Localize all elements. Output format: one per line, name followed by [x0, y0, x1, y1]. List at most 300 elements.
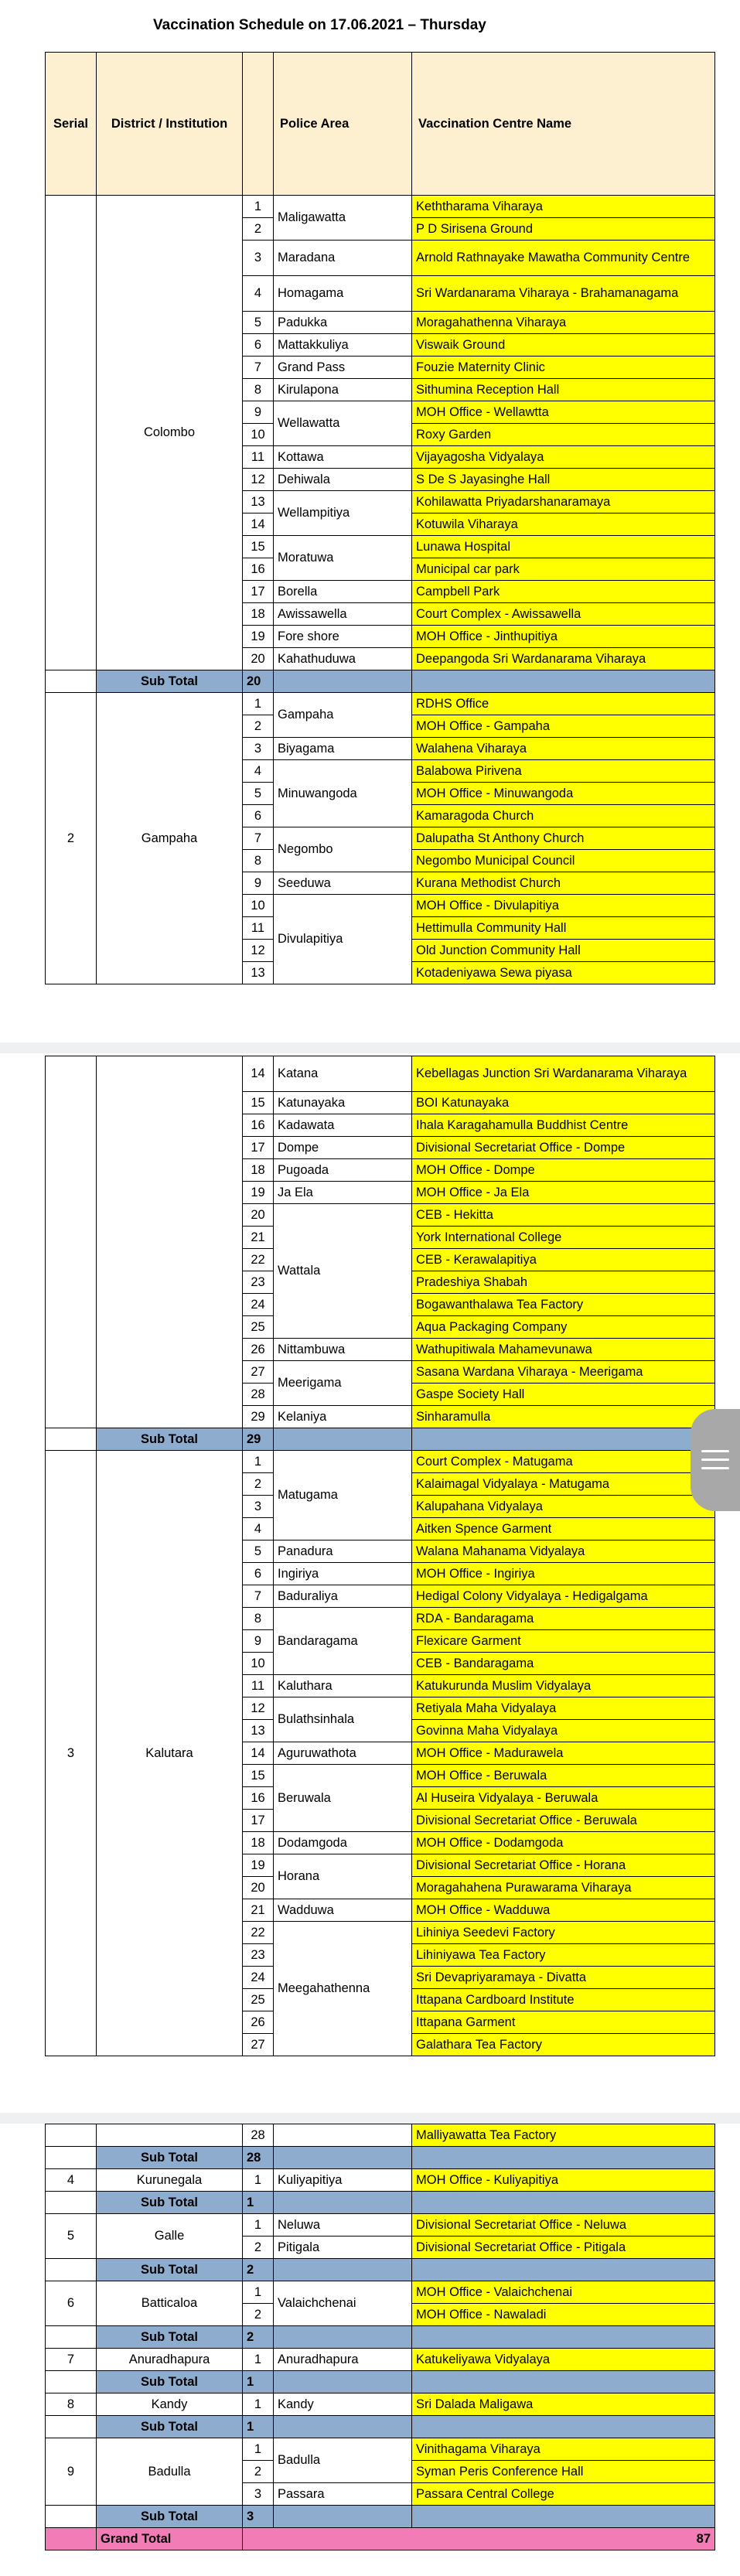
police-area-cell: Gampaha [274, 693, 412, 738]
row-number: 2 [243, 218, 274, 241]
row-number: 29 [243, 1406, 274, 1428]
row-number: 7 [243, 827, 274, 850]
serial-cell: 7 [46, 2349, 97, 2371]
row-number: 15 [243, 1092, 274, 1114]
table-row [46, 2169, 715, 2192]
police-area-cell: Kuliyapitiya [274, 2169, 412, 2192]
police-area-cell: Dehiwala [274, 469, 412, 491]
row-number: 3 [243, 2483, 274, 2506]
vaccination-centre-cell: Walahena Viharaya [412, 738, 715, 760]
subtotal-row [46, 2416, 715, 2438]
police-area-cell: Wadduwa [274, 1899, 412, 1922]
police-area-cell: Wattala [274, 1204, 412, 1339]
vaccination-centre-cell: Moragahathenna Viharaya [412, 312, 715, 334]
police-area-cell: Kelaniya [274, 1406, 412, 1428]
vaccination-centre-cell: Court Complex - Matugama [412, 1451, 715, 1473]
table-row [46, 2214, 715, 2237]
vaccination-centre-cell: Kotuwila Viharaya [412, 513, 715, 536]
row-number: 1 [243, 2281, 274, 2304]
row-number: 17 [243, 581, 274, 603]
table-row [46, 1056, 715, 1092]
vaccination-centre-cell: MOH Office - Dodamgoda [412, 1832, 715, 1854]
row-number: 6 [243, 1563, 274, 1585]
vaccination-centre-cell: Dalupatha St Anthony Church [412, 827, 715, 850]
vaccination-centre-cell: Vijayagosha Vidyalaya [412, 446, 715, 469]
vaccination-centre-cell: Vinithagama Viharaya [412, 2438, 715, 2461]
row-number: 9 [243, 1630, 274, 1653]
vaccination-centre-cell: P D Sirisena Ground [412, 218, 715, 241]
police-area-cell: Grand Pass [274, 357, 412, 379]
row-number: 28 [243, 1384, 274, 1406]
vaccination-centre-cell: Kamaragoda Church [412, 805, 715, 827]
serial-cell: 6 [46, 2281, 97, 2326]
police-area-cell: Panadura [274, 1540, 412, 1563]
vaccination-centre-cell: Fouzie Maternity Clinic [412, 357, 715, 379]
vaccination-centre-cell: Municipal car park [412, 558, 715, 581]
row-number: 3 [243, 738, 274, 760]
vaccination-centre-cell: Kurana Methodist Church [412, 872, 715, 895]
schedule-table-page-3 [45, 2124, 715, 2550]
vaccination-centre-cell: MOH Office - Wellawtta [412, 401, 715, 424]
table-row [46, 1451, 715, 1473]
district-cell: Batticaloa [97, 2281, 243, 2326]
row-number: 19 [243, 626, 274, 648]
table-row [46, 2281, 715, 2304]
vaccination-centre-cell: Kebellagas Junction Sri Wardanarama Viharaya [412, 1056, 715, 1092]
police-area-cell: Wellawatta [274, 401, 412, 446]
row-number: 19 [243, 1854, 274, 1877]
subtotal-value: 1 [243, 2371, 274, 2393]
row-number: 21 [243, 1227, 274, 1249]
row-number: 13 [243, 962, 274, 984]
subtotal-label: Sub Total [97, 2416, 243, 2438]
vaccination-centre-cell: Walana Mahanama Vidyalaya [412, 1540, 715, 1563]
row-number: 7 [243, 1585, 274, 1608]
row-number: 2 [243, 715, 274, 738]
subtotal-label: Sub Total [97, 2326, 243, 2349]
police-area-cell: Ja Ela [274, 1182, 412, 1204]
vaccination-centre-cell: MOH Office - Madurawela [412, 1742, 715, 1765]
police-area-cell: Anuradhapura [274, 2349, 412, 2371]
subtotal-value: 2 [243, 2259, 274, 2281]
police-area-cell: Neluwa [274, 2214, 412, 2237]
row-number: 23 [243, 1944, 274, 1967]
subtotal-row [46, 2371, 715, 2393]
vaccination-centre-cell: Retiyala Maha Vidyalaya [412, 1697, 715, 1720]
vaccination-centre-cell: Al Huseira Vidyalaya - Beruwala [412, 1787, 715, 1810]
subtotal-value: 28 [243, 2147, 274, 2169]
row-number: 9 [243, 872, 274, 895]
row-number: 2 [243, 2304, 274, 2326]
district-cell: Kurunegala [97, 2169, 243, 2192]
vaccination-centre-cell: MOH Office - Beruwala [412, 1765, 715, 1787]
subtotal-value: 29 [243, 1428, 274, 1451]
police-area-cell: Awissawella [274, 603, 412, 626]
police-area-cell: Kirulapona [274, 379, 412, 401]
row-number: 1 [243, 693, 274, 715]
row-number: 13 [243, 1720, 274, 1742]
row-number: 12 [243, 469, 274, 491]
row-number: 4 [243, 1518, 274, 1540]
subtotal-value: 2 [243, 2326, 274, 2349]
vaccination-centre-cell: MOH Office - Jinthupitiya [412, 626, 715, 648]
district-cell: Gampaha [97, 693, 243, 984]
header-number [243, 53, 274, 196]
row-number: 20 [243, 648, 274, 670]
row-number: 22 [243, 1249, 274, 1271]
row-number: 13 [243, 491, 274, 513]
police-area-cell: Badulla [274, 2438, 412, 2483]
row-number: 8 [243, 379, 274, 401]
row-number: 2 [243, 2461, 274, 2483]
row-number: 1 [243, 2349, 274, 2371]
vaccination-centre-cell: Deepangoda Sri Wardanarama Viharaya [412, 648, 715, 670]
serial-cell: 5 [46, 2214, 97, 2259]
police-area-cell: Moratuwa [274, 536, 412, 581]
police-area-cell: Maradana [274, 241, 412, 276]
police-area-cell: Kadawata [274, 1114, 412, 1137]
row-number: 5 [243, 783, 274, 805]
vaccination-centre-cell: Ittapana Cardboard Institute [412, 1989, 715, 2011]
police-area-cell [274, 2124, 412, 2147]
police-area-cell: Aguruwathota [274, 1742, 412, 1765]
police-area-cell: Meegahathenna [274, 1922, 412, 2056]
row-number: 25 [243, 1316, 274, 1339]
vaccination-centre-cell: Passara Central College [412, 2483, 715, 2506]
district-cell: Kalutara [97, 1451, 243, 2056]
police-area-cell: Kaluthara [274, 1675, 412, 1697]
row-number: 24 [243, 1967, 274, 1989]
serial-cell: 2 [46, 693, 97, 984]
vaccination-centre-cell: Sri Devapriyaramaya - Divatta [412, 1967, 715, 1989]
row-number: 9 [243, 401, 274, 424]
district-cell: Kandy [97, 2393, 243, 2416]
district-cell: Colombo [97, 196, 243, 670]
police-area-cell: Kandy [274, 2393, 412, 2416]
vaccination-centre-cell: Aitken Spence Garment [412, 1518, 715, 1540]
vaccination-centre-cell: RDHS Office [412, 693, 715, 715]
table-row [46, 2349, 715, 2371]
row-number: 6 [243, 805, 274, 827]
row-number: 2 [243, 1473, 274, 1496]
vaccination-centre-cell: Malliyawatta Tea Factory [412, 2124, 715, 2147]
row-number: 4 [243, 760, 274, 783]
vaccination-centre-cell: Gaspe Society Hall [412, 1384, 715, 1406]
vaccination-centre-cell: Kalupahana Vidyalaya [412, 1496, 715, 1518]
row-number: 1 [243, 2169, 274, 2192]
district-cell [97, 1056, 243, 1428]
serial-cell [46, 1056, 97, 1428]
police-area-cell: Divulapitiya [274, 895, 412, 984]
schedule-table-page-1 [45, 52, 715, 984]
police-area-cell: Valaichchenai [274, 2281, 412, 2326]
vaccination-centre-cell: York International College [412, 1227, 715, 1249]
row-number: 18 [243, 1832, 274, 1854]
row-number: 23 [243, 1271, 274, 1294]
vaccination-centre-cell: Aqua Packaging Company [412, 1316, 715, 1339]
row-number: 26 [243, 2011, 274, 2034]
row-number: 12 [243, 1697, 274, 1720]
police-area-cell: Negombo [274, 827, 412, 872]
subtotal-row [46, 1428, 715, 1451]
subtotal-label: Sub Total [97, 1428, 243, 1451]
police-area-cell: Katana [274, 1056, 412, 1092]
vaccination-centre-cell: Court Complex - Awissawella [412, 603, 715, 626]
row-number: 1 [243, 1451, 274, 1473]
table-row [46, 2438, 715, 2461]
row-number: 27 [243, 2034, 274, 2056]
vaccination-centre-cell: Flexicare Garment [412, 1630, 715, 1653]
vaccination-centre-cell: MOH Office - Valaichchenai [412, 2281, 715, 2304]
police-area-cell: Bulathsinhala [274, 1697, 412, 1742]
police-area-cell: Horana [274, 1854, 412, 1899]
row-number: 18 [243, 603, 274, 626]
vaccination-centre-cell: Arnold Rathnayake Mawatha Community Centre [412, 241, 715, 276]
police-area-cell: Pugoada [274, 1159, 412, 1182]
vaccination-centre-cell: Lunawa Hospital [412, 536, 715, 558]
row-number: 11 [243, 917, 274, 940]
vaccination-centre-cell: Keththarama Viharaya [412, 196, 715, 218]
row-number: 4 [243, 276, 274, 312]
subtotal-row [46, 2147, 715, 2169]
subtotal-value: 1 [243, 2416, 274, 2438]
police-area-cell: Dodamgoda [274, 1832, 412, 1854]
row-number: 1 [243, 2393, 274, 2416]
police-area-cell: Borella [274, 581, 412, 603]
vaccination-centre-cell: Old Junction Community Hall [412, 940, 715, 962]
subtotal-label: Sub Total [97, 670, 243, 693]
vaccination-centre-cell: MOH Office - Ja Ela [412, 1182, 715, 1204]
vaccination-centre-cell: Divisional Secretariat Office - Horana [412, 1854, 715, 1877]
vaccination-centre-cell: Balabowa Pirivena [412, 760, 715, 783]
row-number: 14 [243, 513, 274, 536]
vaccination-centre-cell: S De S Jayasinghe Hall [412, 469, 715, 491]
serial-cell: 8 [46, 2393, 97, 2416]
table-row [46, 693, 715, 715]
subtotal-label: Sub Total [97, 2506, 243, 2528]
vaccination-centre-cell: MOH Office - Minuwangoda [412, 783, 715, 805]
row-number: 1 [243, 2214, 274, 2237]
subtotal-row [46, 670, 715, 693]
vaccination-centre-cell: MOH Office - Gampaha [412, 715, 715, 738]
row-number: 8 [243, 850, 274, 872]
vaccination-centre-cell: Divisional Secretariat Office - Neluwa [412, 2214, 715, 2237]
vaccination-centre-cell: Kotadeniyawa Sewa piyasa [412, 962, 715, 984]
row-number: 5 [243, 312, 274, 334]
district-cell: Anuradhapura [97, 2349, 243, 2371]
row-number: 24 [243, 1294, 274, 1316]
row-number: 1 [243, 196, 274, 218]
serial-cell [46, 2124, 97, 2147]
table-row [46, 196, 715, 218]
row-number: 19 [243, 1182, 274, 1204]
vaccination-centre-cell: Sri Wardanarama Viharaya - Brahamanagama [412, 276, 715, 312]
subtotal-label: Sub Total [97, 2259, 243, 2281]
police-area-cell: Padukka [274, 312, 412, 334]
row-number: 26 [243, 1339, 274, 1361]
row-number: 28 [243, 2124, 274, 2147]
subtotal-label: Sub Total [97, 2147, 243, 2169]
police-area-cell: Pitigala [274, 2237, 412, 2259]
vaccination-centre-cell: Divisional Secretariat Office - Beruwala [412, 1810, 715, 1832]
header-centre-name: Vaccination Centre Name [412, 53, 715, 196]
row-number: 25 [243, 1989, 274, 2011]
row-number: 7 [243, 357, 274, 379]
police-area-cell: Nittambuwa [274, 1339, 412, 1361]
police-area-cell: Mattakkuliya [274, 334, 412, 357]
grand-total-value: 87 [243, 2528, 715, 2550]
police-area-cell: Fore shore [274, 626, 412, 648]
row-number: 11 [243, 446, 274, 469]
police-area-cell: Kottawa [274, 446, 412, 469]
district-cell: Galle [97, 2214, 243, 2259]
row-number: 18 [243, 1159, 274, 1182]
vaccination-centre-cell: Sri Dalada Maligawa [412, 2393, 715, 2416]
scroll-handle[interactable] [691, 1409, 740, 1511]
row-number: 10 [243, 895, 274, 917]
schedule-table-page-2 [45, 1056, 715, 2056]
grand-total-label: Grand Total [97, 2528, 243, 2550]
vaccination-centre-cell: CEB - Bandaragama [412, 1653, 715, 1675]
header-serial: Serial [46, 53, 97, 196]
table-row [46, 2393, 715, 2416]
row-number: 2 [243, 2237, 274, 2259]
vaccination-centre-cell: Hedigal Colony Vidyalaya - Hedigalgama [412, 1585, 715, 1608]
row-number: 17 [243, 1810, 274, 1832]
vaccination-centre-cell: Roxy Garden [412, 424, 715, 446]
vaccination-centre-cell: Ihala Karagahamulla Buddhist Centre [412, 1114, 715, 1137]
row-number: 5 [243, 1540, 274, 1563]
district-cell [97, 2124, 243, 2147]
row-number: 16 [243, 1787, 274, 1810]
row-number: 3 [243, 241, 274, 276]
row-number: 14 [243, 1742, 274, 1765]
vaccination-centre-cell: MOH Office - Divulapitiya [412, 895, 715, 917]
police-area-cell: Meerigama [274, 1361, 412, 1406]
row-number: 6 [243, 334, 274, 357]
police-area-cell: Matugama [274, 1451, 412, 1540]
row-number: 20 [243, 1877, 274, 1899]
row-number: 27 [243, 1361, 274, 1384]
police-area-cell: Baduraliya [274, 1585, 412, 1608]
police-area-cell: Seeduwa [274, 872, 412, 895]
page-separator [0, 1042, 740, 1053]
police-area-cell: Homagama [274, 276, 412, 312]
vaccination-centre-cell: Sithumina Reception Hall [412, 379, 715, 401]
vaccination-centre-cell: Campbell Park [412, 581, 715, 603]
subtotal-value: 1 [243, 2192, 274, 2214]
serial-cell: 4 [46, 2169, 97, 2192]
row-number: 12 [243, 940, 274, 962]
header-district: District / Institution [97, 53, 243, 196]
row-number: 16 [243, 1114, 274, 1137]
table-row [46, 2124, 715, 2147]
vaccination-centre-cell: Kohilawatta Priyadarshanaramaya [412, 491, 715, 513]
vaccination-centre-cell: Divisional Secretariat Office - Pitigala [412, 2237, 715, 2259]
police-area-cell: Maligawatta [274, 196, 412, 241]
police-area-cell: Bandaragama [274, 1608, 412, 1675]
row-number: 16 [243, 558, 274, 581]
row-number: 3 [243, 1496, 274, 1518]
subtotal-row [46, 2506, 715, 2528]
police-area-cell: Katunayaka [274, 1092, 412, 1114]
vaccination-centre-cell: Kalaimagal Vidyalaya - Matugama [412, 1473, 715, 1496]
vaccination-centre-cell: Moragahahena Purawarama Viharaya [412, 1877, 715, 1899]
vaccination-centre-cell: Lihiniyawa Tea Factory [412, 1944, 715, 1967]
vaccination-centre-cell: BOI Katunayaka [412, 1092, 715, 1114]
row-number: 1 [243, 2438, 274, 2461]
police-area-cell: Minuwangoda [274, 760, 412, 827]
vaccination-centre-cell: Syman Peris Conference Hall [412, 2461, 715, 2483]
vaccination-centre-cell: MOH Office - Ingiriya [412, 1563, 715, 1585]
grand-total-row [46, 2528, 715, 2550]
row-number: 8 [243, 1608, 274, 1630]
subtotal-value: 20 [243, 670, 274, 693]
row-number: 20 [243, 1204, 274, 1227]
vaccination-centre-cell: Wathupitiwala Mahamevunawa [412, 1339, 715, 1361]
row-number: 15 [243, 536, 274, 558]
vaccination-centre-cell: RDA - Bandaragama [412, 1608, 715, 1630]
vaccination-centre-cell: Lihiniya Seedevi Factory [412, 1922, 715, 1944]
vaccination-centre-cell: MOH Office - Kuliyapitiya [412, 2169, 715, 2192]
police-area-cell: Wellampitiya [274, 491, 412, 536]
vaccination-centre-cell: Sinharamulla [412, 1406, 715, 1428]
police-area-cell: Biyagama [274, 738, 412, 760]
serial-cell: 3 [46, 1451, 97, 2056]
row-number: 21 [243, 1899, 274, 1922]
subtotal-row [46, 2326, 715, 2349]
header-police-area: Police Area [274, 53, 412, 196]
vaccination-centre-cell: Katukeliyawa Vidyalaya [412, 2349, 715, 2371]
row-number: 11 [243, 1675, 274, 1697]
row-number: 10 [243, 1653, 274, 1675]
vaccination-centre-cell: Galathara Tea Factory [412, 2034, 715, 2056]
vaccination-centre-cell: CEB - Kerawalapitiya [412, 1249, 715, 1271]
police-area-cell: Ingiriya [274, 1563, 412, 1585]
vaccination-centre-cell: Hettimulla Community Hall [412, 917, 715, 940]
row-number: 15 [243, 1765, 274, 1787]
vaccination-centre-cell: Viswaik Ground [412, 334, 715, 357]
vaccination-centre-cell: Negombo Municipal Council [412, 850, 715, 872]
subtotal-value: 3 [243, 2506, 274, 2528]
vaccination-centre-cell: Bogawanthalawa Tea Factory [412, 1294, 715, 1316]
vaccination-centre-cell: Govinna Maha Vidyalaya [412, 1720, 715, 1742]
page-separator [0, 2113, 740, 2124]
police-area-cell: Kahathuduwa [274, 648, 412, 670]
subtotal-row [46, 2192, 715, 2214]
vaccination-centre-cell: Ittapana Garment [412, 2011, 715, 2034]
vaccination-centre-cell: Divisional Secretariat Office - Dompe [412, 1137, 715, 1159]
police-area-cell: Beruwala [274, 1765, 412, 1832]
row-number: 14 [243, 1056, 274, 1092]
vaccination-centre-cell: MOH Office - Wadduwa [412, 1899, 715, 1922]
vaccination-centre-cell: Pradeshiya Shabah [412, 1271, 715, 1294]
police-area-cell: Passara [274, 2483, 412, 2506]
vaccination-centre-cell: Sasana Wardana Viharaya - Meerigama [412, 1361, 715, 1384]
vaccination-centre-cell: MOH Office - Nawaladi [412, 2304, 715, 2326]
district-cell: Badulla [97, 2438, 243, 2506]
row-number: 10 [243, 424, 274, 446]
row-number: 22 [243, 1922, 274, 1944]
serial-cell: 9 [46, 2438, 97, 2506]
vaccination-centre-cell: MOH Office - Dompe [412, 1159, 715, 1182]
police-area-cell: Dompe [274, 1137, 412, 1159]
serial-cell [46, 196, 97, 670]
subtotal-label: Sub Total [97, 2371, 243, 2393]
vaccination-centre-cell: CEB - Hekitta [412, 1204, 715, 1227]
row-number: 17 [243, 1137, 274, 1159]
subtotal-label: Sub Total [97, 2192, 243, 2214]
